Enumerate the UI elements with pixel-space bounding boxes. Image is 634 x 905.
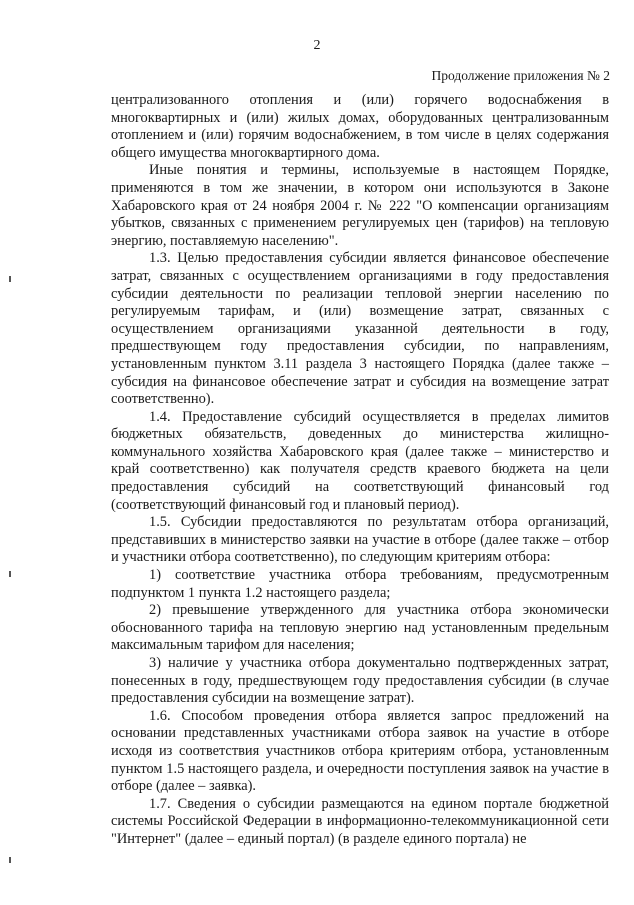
- paragraph-1-3: 1.3. Целью предоставления субсидии является финансовое обеспечение затрат, связанных с осуществлением организациями в году предоставления субсидии деятельности по реализации тепловой энергии населению по регулируемым тарифам, и (или) возмещение затрат, связанных с осуществлением организациями указанной деятельности в году, предшествующем году предоставления субсидии, по направлениям, установленным пунктом 3.11 раздела 3 настоящего Порядка (далее также – субсидия на финансовое обеспечение затрат и субсидия на возмещение затрат соответственно).: [111, 250, 609, 408]
- appendix-continuation-note: Продолжение приложения № 2: [431, 68, 610, 83]
- criterion-2: 2) превышение утвержденного для участника отбора экономически обоснованного тарифа на тепловую энергию над установленным предельным максимальным тарифом для населения;: [111, 602, 609, 654]
- criterion-1: 1) соответствие участника отбора требованиям, предусмотренным подпунктом 1 пункта 1.2 настоящего раздела;: [111, 567, 609, 601]
- paragraph-terms: Иные понятия и термины, используемые в настоящем Порядке, применяются в том же значении, в котором они используются в Законе Хабаровского края от 24 ноября 2004 г. № 222 "О компенсации организациям убытков, связанных с применением регулируемых цен (тарифов) на тепловую энергию, поставляемую населению".: [111, 162, 609, 249]
- scan-mark: [9, 857, 11, 863]
- paragraph-continuation: централизованного отопления и (или) горячего водоснабжения в многоквартирных и (или) жилых домах, оборудованных централизованным отоплением и (или) горячим водоснабжением, в том числе в целях содержания общего имущества многоквартирного дома.: [111, 92, 609, 161]
- scan-mark: [9, 571, 11, 577]
- paragraph-1-5: 1.5. Субсидии предоставляются по результатам отбора организаций, представивших в министерство заявки на участие в отборе (далее также – отбор и участники отбора соответственно), по следующим критериям отбора:: [111, 514, 609, 566]
- criterion-3: 3) наличие у участника отбора документально подтвержденных затрат, понесенных в году, предшествующем году предоставления субсидии (в случае предоставления субсидии на возмещение затрат).: [111, 655, 609, 707]
- paragraph-1-7: 1.7. Сведения о субсидии размещаются на едином портале бюджетной системы Российской Федерации в информационно-телекоммуникационной сети "Интернет" (далее – единый портал) (в разделе единого портала) не: [111, 795, 609, 847]
- scan-mark: [9, 276, 11, 282]
- paragraph-1-4: 1.4. Предоставление субсидий осуществляется в пределах лимитов бюджетных обязательств, доведенных до министерства жилищно-коммунального хозяйства Хабаровского края (далее также – министерство и край соответственно) как получателя средств краевого бюджета на цели предоставления субсидий на соответствующий финансовый год (соответствующий финансовый год и плановый период).: [111, 408, 609, 513]
- document-body: [111, 92, 609, 849]
- page-number: 2: [313, 38, 321, 53]
- paragraph-1-6: 1.6. Способом проведения отбора является запрос предложений на основании представленных участниками отбора заявок на участие в отборе исходя из соответствия участников отбора критериям отбора, установленным пунктом 1.5 настоящего раздела, и очередности поступления заявок на участие в отборе (далее – заявка).: [111, 707, 609, 795]
